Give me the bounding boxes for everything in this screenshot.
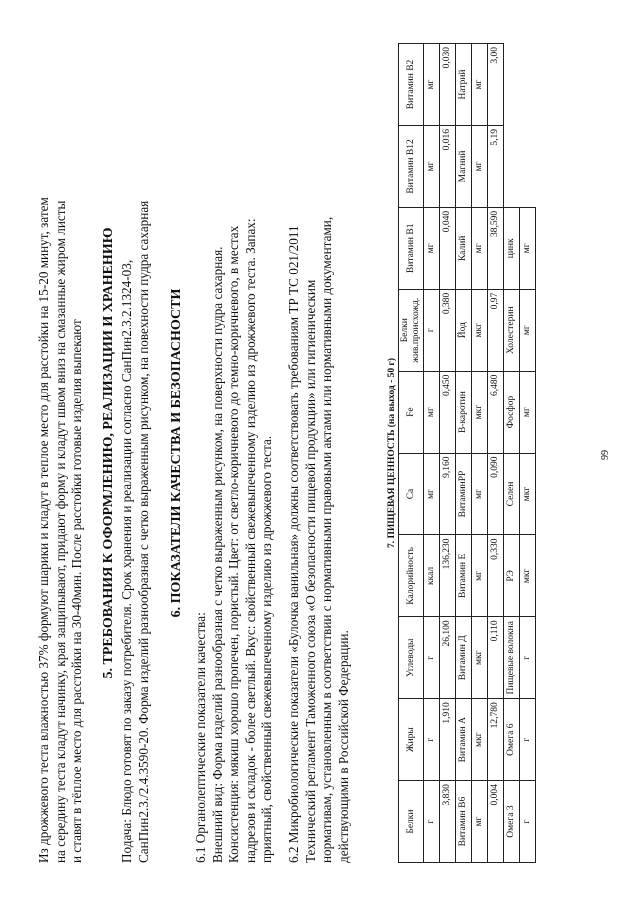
section-7 — [386, 43, 536, 863]
nutrition-cell: мг — [472, 535, 488, 617]
nutrition-cell: г — [520, 781, 536, 863]
table-row — [504, 44, 520, 863]
table-row — [488, 44, 504, 863]
nutrition-cell: Витамин B6 — [456, 781, 472, 863]
nutrition-cell: г — [520, 617, 536, 699]
nutrition-cell: 38,590 — [488, 207, 504, 289]
nutrition-cell: мг — [472, 207, 488, 289]
nutrition-cell: мкг — [520, 453, 536, 535]
nutrition-cell: Селен — [504, 453, 520, 535]
nutrition-cell: B-каротин — [456, 371, 472, 453]
nutrition-cell: 136,230 — [440, 535, 456, 617]
nutrition-cell: Витамин B1 — [399, 207, 424, 289]
nutrition-cell: 12,780 — [488, 699, 504, 781]
nutrition-cell: 6,480 — [488, 371, 504, 453]
section-6-line: действующими в Российской Федерации. — [335, 630, 351, 863]
nutrition-cell: г — [520, 699, 536, 781]
intro-line: на середину теста кладут начинку, края защипывают, придают форму и кладут швом вниз на смазанные жиром листы — [52, 200, 68, 863]
nutrition-cell: Холестерин — [504, 289, 520, 371]
nutrition-cell: мг — [520, 289, 536, 371]
nutrition-cell: цинк — [504, 207, 520, 289]
nutrition-cell: мг — [424, 125, 440, 207]
nutrition-cell: Витамин Е — [456, 535, 472, 617]
nutrition-cell: 26,100 — [440, 617, 456, 699]
table-row — [456, 44, 472, 863]
nutrition-cell: Йод — [456, 289, 472, 371]
nutrition-cell: Пищевые волокна — [504, 617, 520, 699]
nutrition-cell: 0,380 — [440, 289, 456, 371]
nutrition-cell: мкг — [472, 371, 488, 453]
section-6-line: нормативам, установленным в соответствии с нормативными правовыми актами или нормативными документами, — [319, 216, 335, 863]
section-6-line: Технический регламент Таможенного союза «О безопасности пищевой продукции» или гигиеническим — [302, 279, 318, 863]
nutrition-cell: 0,450 — [440, 371, 456, 453]
nutrition-cell: г — [424, 617, 440, 699]
section-6-line: Консистенция: мякиш хорошо пропечен, пористый. Цвет: от светло-коричневого до темно-коричневого, в местах — [226, 225, 242, 863]
intro-line: Из дрожжевого теста влажностью 37% формуют шарики и кладут в теплое место для расстойки на 15-20 минут, затем — [36, 197, 51, 863]
nutrition-cell: РЭ — [504, 535, 520, 617]
page-number: 99 — [600, 450, 611, 460]
nutrition-cell: 0,090 — [488, 453, 504, 535]
nutrition-cell: г — [424, 289, 440, 371]
nutrition-cell: 0,030 — [440, 44, 456, 126]
nutrition-cell: мг — [424, 207, 440, 289]
nutrition-cell: 3,830 — [440, 781, 456, 863]
nutrition-cell: Калорийность — [399, 535, 424, 617]
nutrition-cell: Витамин B2 — [399, 44, 424, 126]
nutrition-cell: 0,97 — [488, 289, 504, 371]
section-6-line: приятный, свойственный свежевыпеченному изделию из дрожжевого теста. — [259, 435, 275, 863]
section-6-line: 6.2 Микробиологические показатели «Булочка ванильная» должны соответствовать требованиям ТР ТС 021/2011 — [285, 225, 301, 863]
nutrition-table-title: 7. ПИЩЕВАЯ ЦЕННОСТЬ (на выход - 50 г) — [387, 358, 397, 548]
nutrition-cell: ккал — [424, 535, 440, 617]
nutrition-cell: Фосфор — [504, 371, 520, 453]
section-6-heading: 6. ПОКАЗАТЕЛИ КАЧЕСТВА И БЕЗОПАСНОСТИ — [169, 288, 184, 618]
nutrition-cell: Жиры — [399, 699, 424, 781]
nutrition-cell: 0,040 — [440, 207, 456, 289]
section-5-line: СанПин2.3./2.4.3590-20. Форма изделий разнообразная с четко выраженным рисунком, на повехности пудра сахарная — [135, 200, 151, 863]
section-6-line: надрезов и складок - более светлый. Вкус: свойственный свежевыпеченному изделию из дрожжевого теста. Запах: — [242, 218, 258, 863]
nutrition-cell: 9,160 — [440, 453, 456, 535]
nutrition-cell: мкг — [472, 617, 488, 699]
table-row — [424, 44, 440, 863]
nutrition-cell: 0,004 — [488, 781, 504, 863]
nutrition-cell: 0,016 — [440, 125, 456, 207]
nutrition-cell: Витамин А — [456, 699, 472, 781]
nutrition-cell: Магний — [456, 125, 472, 207]
nutrition-cell: Витамин Д — [456, 617, 472, 699]
nutrition-cell: мг — [472, 44, 488, 126]
nutrition-cell: мг — [520, 371, 536, 453]
nutrition-cell: мг — [520, 207, 536, 289]
nutrition-cell: 5,19 — [488, 125, 504, 207]
nutrition-cell: мг — [472, 781, 488, 863]
intro-line: и ставят в тёплое место для расстойки на 30-40мин. После расстойки готовые изделия выпекают — [69, 319, 85, 863]
section-5-heading: 5. ТРЕБОВАНИЯ К ОФОРМЛЕНИЮ, РЕАЛИЗАЦИИ И ХРАНЕНИЮ — [101, 227, 116, 679]
nutrition-cell: Калий — [456, 207, 472, 289]
table-row — [472, 44, 488, 863]
table-row — [440, 44, 456, 863]
nutrition-cell: 0,110 — [488, 617, 504, 699]
nutrition-cell: Ca — [399, 453, 424, 535]
section-6 — [168, 43, 352, 863]
nutrition-cell: г — [424, 781, 440, 863]
section-5-line: Подача: Блюдо готовят по заказу потребителя. Срок хранения и реализации согласно СанПин2.3.2.1324-03, — [119, 259, 134, 863]
section-5 — [100, 43, 152, 863]
nutrition-cell: мг — [424, 44, 440, 126]
nutrition-cell: ВитаминPP — [456, 453, 472, 535]
intro-paragraph — [36, 43, 86, 863]
nutrition-cell: 3,00 — [488, 44, 504, 126]
section-6-line: 6.1 Органолептические показатели качества: — [193, 612, 208, 863]
table-row — [399, 44, 424, 863]
section-6-line: Внешний вид: Форма изделий разнообразная с четко выраженным рисунком, на поверхности пудра сахарная. — [209, 246, 225, 863]
nutrition-cell: 0,330 — [488, 535, 504, 617]
nutrition-cell: мг — [472, 453, 488, 535]
nutrition-cell: Белки — [399, 781, 424, 863]
nutrition-cell: Fe — [399, 371, 424, 453]
nutrition-cell: мг — [424, 453, 440, 535]
nutrition-table — [398, 43, 536, 863]
nutrition-cell: Витамин B12 — [399, 125, 424, 207]
nutrition-cell: г — [424, 699, 440, 781]
nutrition-cell: Углеводы — [399, 617, 424, 699]
nutrition-cell: мкг — [472, 699, 488, 781]
nutrition-cell: Омега 6 — [504, 699, 520, 781]
nutrition-cell: Омега 3 — [504, 781, 520, 863]
nutrition-cell: мкг — [520, 535, 536, 617]
nutrition-cell: мг — [472, 125, 488, 207]
nutrition-cell: 1,910 — [440, 699, 456, 781]
nutrition-cell: мг — [424, 371, 440, 453]
nutrition-cell: мкг — [472, 289, 488, 371]
nutrition-cell: Белки жив.происхожд. — [399, 289, 424, 371]
nutrition-cell: Натрий — [456, 44, 472, 126]
table-row — [520, 44, 536, 863]
